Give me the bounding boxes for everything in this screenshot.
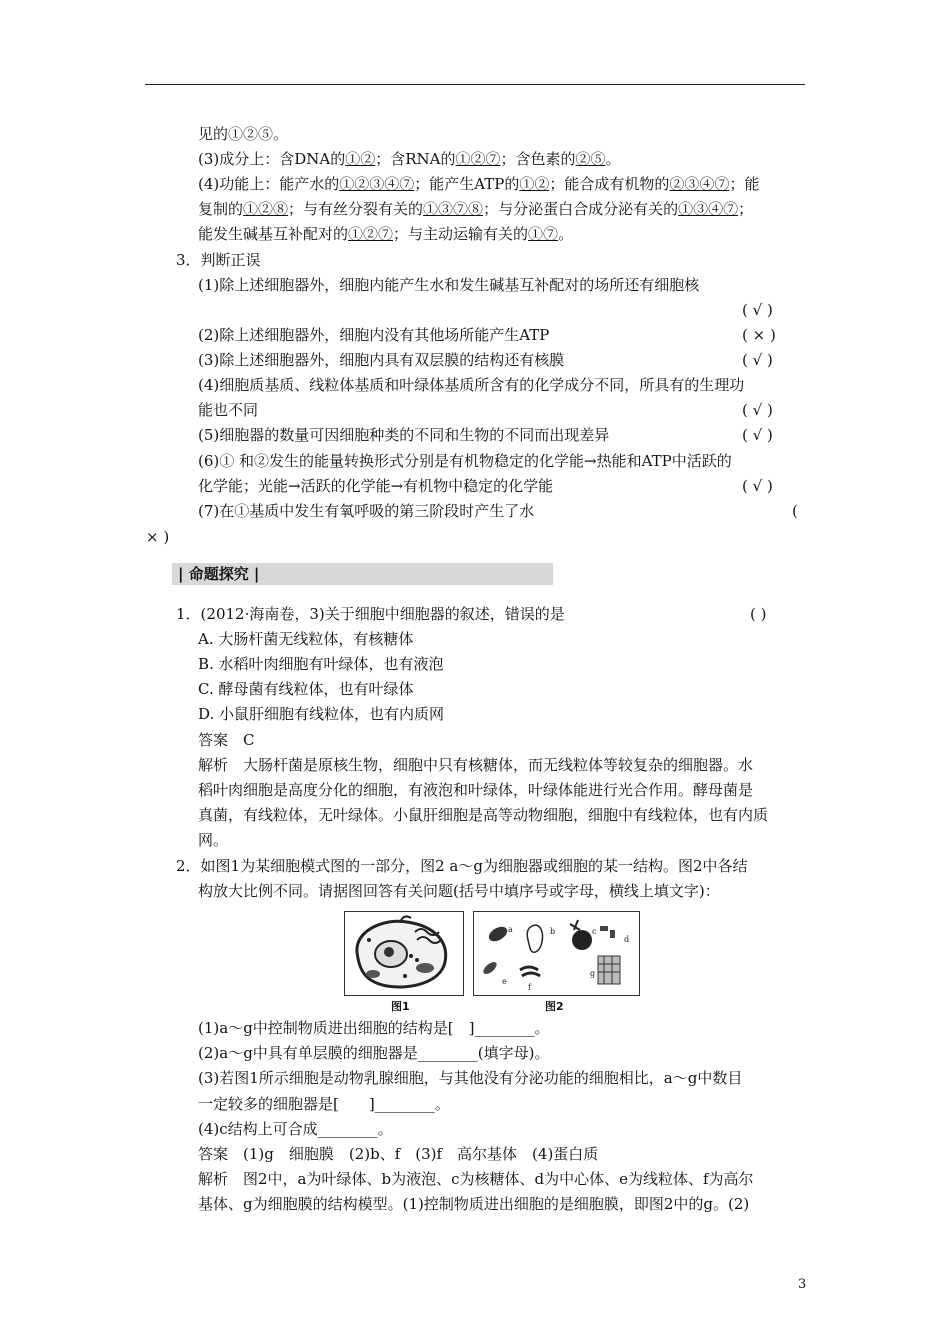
judge-item-1: (1)除上述细胞器外，细胞内能产生水和发生碱基互补配对的场所还有细胞核	[198, 276, 700, 294]
judge-item-6-cont: 化学能；光能→活跃的化学能→有机物中稳定的化学能	[198, 477, 554, 495]
header-rule	[145, 84, 805, 85]
judge-mark-4: ( √ )	[742, 401, 773, 419]
q1-option-d: D. 小鼠肝细胞有线粒体，也有内质网	[198, 705, 445, 723]
fig2-label-c: c	[592, 927, 597, 936]
q1-option-a: A. 大肠杆菌无线粒体，有核糖体	[198, 630, 414, 648]
figure-1	[344, 911, 464, 996]
q1-option-b: B. 水稻叶肉细胞有叶绿体，也有液泡	[198, 655, 444, 673]
judge-mark-1: ( √ )	[742, 301, 773, 319]
judge-item-4: (4)细胞质基质、线粒体基质和叶绿体基质所含有的化学成分不同，所具有的生理功	[198, 376, 745, 394]
judge-mark-2: ( × )	[742, 326, 776, 344]
fig2-label-e: e	[502, 977, 507, 986]
judge-mark-7-close: × )	[146, 528, 170, 546]
q1-explanation: 真菌，有线粒体，无叶绿体。小鼠肝细胞是高等动物细胞，细胞中有线粒体，也有内质	[198, 806, 769, 824]
fig2-label-b: b	[550, 927, 556, 936]
q2-sub-3: (3)若图1所示细胞是动物乳腺细胞，与其他没有分泌功能的细胞相比，a～g中数目	[198, 1069, 743, 1087]
section-title: | 命题探究 |	[178, 565, 260, 583]
page-number: 3	[798, 1277, 807, 1292]
text-line: (3)成分上：含DNA的①②；含RNA的①②⑦；含色素的②⑤。	[198, 150, 621, 168]
q1-stem: 1．(2012·海南卷，3)关于细胞中细胞器的叙述，错误的是	[176, 605, 565, 623]
judge-item-3: (3)除上述细胞器外，细胞内具有双层膜的结构还有核膜	[198, 351, 565, 369]
fig2-label-a: a	[508, 925, 513, 934]
text-line: 能发生碱基互补配对的①②⑦；与主动运输有关的①⑦。	[198, 225, 574, 243]
organelles-diagram-icon	[474, 912, 639, 995]
q2-sub-2: (2)a～g中具有单层膜的细胞器是________(填字母)。	[198, 1044, 550, 1062]
section-header	[172, 563, 553, 585]
judge-mark-5: ( √ )	[742, 426, 773, 444]
q2-explanation: 基体、g为细胞膜的结构模型。(1)控制物质进出细胞的是细胞膜，即图2中的g。(2)	[198, 1195, 750, 1213]
q1-explanation: 稻叶肉细胞是高度分化的细胞，有液泡和叶绿体，叶绿体能进行光合作用。酵母菌是	[198, 781, 754, 799]
text-line: 见的①②⑤。	[198, 125, 289, 143]
q1-answer-paren: ( )	[750, 605, 767, 623]
text-line: (4)功能上：能产水的①②③④⑦；能产生ATP的①②；能合成有机物的②③④⑦；能	[198, 175, 760, 193]
judge-item-5: (5)细胞器的数量可因细胞种类的不同和生物的不同而出现差异	[198, 426, 610, 444]
q1-explanation: 网。	[198, 831, 229, 849]
judge-item-4-cont: 能也不同	[198, 401, 259, 419]
q2-stem: 2．如图1为某细胞模式图的一部分，图2 a～g为细胞器或细胞的某一结构。图2中各结	[176, 857, 748, 875]
figure-2	[473, 911, 640, 996]
q1-explanation: 解析 大肠杆菌是原核生物，细胞中只有核糖体，而无线粒体等较复杂的细胞器。水	[198, 756, 754, 774]
figure-2-caption: 图2	[545, 1000, 564, 1013]
judge-item-2: (2)除上述细胞器外，细胞内没有其他场所能产生ATP	[198, 326, 550, 344]
figure-1-caption: 图1	[391, 1000, 410, 1013]
q2-answer: 答案 (1)g 细胞膜 (2)b、f (3)f 高尔基体 (4)蛋白质	[198, 1145, 599, 1163]
judge-item-6: (6)① 和②发生的能量转换形式分别是有机物稳定的化学能→热能和ATP中活跃的	[198, 452, 732, 470]
judge-heading: 3．判断正误	[176, 251, 261, 269]
q2-sub-3-cont: 一定较多的细胞器是[ ]________。	[198, 1095, 450, 1113]
fig2-label-g: g	[590, 969, 596, 978]
q2-sub-1: (1)a～g中控制物质进出细胞的结构是[ ]________。	[198, 1019, 550, 1037]
q1-answer: 答案 C	[198, 731, 255, 749]
fig2-label-f: f	[528, 983, 531, 992]
q2-sub-4: (4)c结构上可合成________。	[198, 1120, 393, 1138]
q2-stem-cont: 构放大比例不同。请据图回答有关问题(括号中填序号或字母，横线上填文字)：	[198, 882, 720, 900]
text-line: 复制的①②⑧；与有丝分裂有关的①③⑦⑧；与分泌蛋白合成分泌有关的①③④⑦；	[198, 200, 754, 218]
judge-mark-7-open: (	[792, 502, 798, 520]
q2-explanation: 解析 图2中，a为叶绿体、b为液泡、c为核糖体、d为中心体、e为线粒体、f为高尔	[198, 1170, 754, 1188]
fig2-label-d: d	[624, 935, 630, 944]
cell-diagram-icon	[345, 912, 463, 995]
judge-mark-6: ( √ )	[742, 477, 773, 495]
q1-option-c: C. 酵母菌有线粒体，也有叶绿体	[198, 680, 414, 698]
judge-mark-3: ( √ )	[742, 351, 773, 369]
judge-item-7: (7)在①基质中发生有氧呼吸的第三阶段时产生了水	[198, 502, 535, 520]
